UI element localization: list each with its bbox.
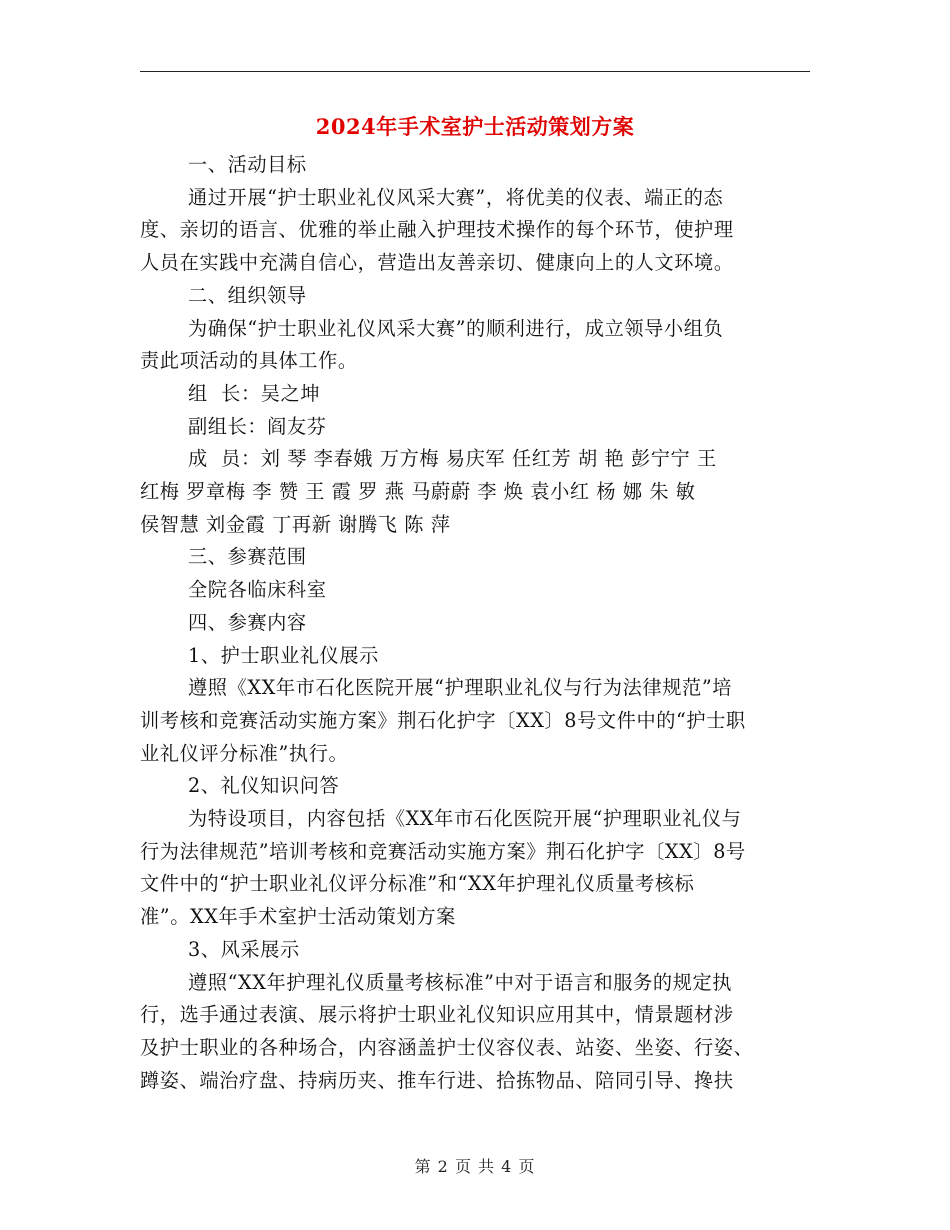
text-line: 行，选手通过表演、展示将护士职业礼仪知识应用其中，情景题材涉 bbox=[140, 1003, 734, 1027]
header-rule bbox=[140, 71, 810, 72]
text-line: 度、亲切的语言、优雅的举止融入护理技术操作的每个环节，使护理 bbox=[140, 218, 734, 242]
text-line: 红梅 罗章梅 李 赞 王 霞 罗 燕 马蔚蔚 李 焕 袁小红 杨 娜 朱 敏 bbox=[140, 480, 696, 504]
paragraph bbox=[140, 411, 810, 444]
text-line: 文件中的“护士职业礼仪评分标准”和“XX年护理礼仪质量考核标 bbox=[140, 872, 695, 896]
text-line: 组 长：吴之坤 bbox=[188, 381, 321, 405]
paragraph bbox=[140, 672, 810, 770]
paragraph bbox=[140, 443, 810, 541]
text-line: 行为法律规范”培训考核和竞赛活动实施方案》荆石化护字〔XX〕8号 bbox=[140, 839, 746, 863]
paragraph bbox=[140, 313, 810, 378]
paragraph bbox=[140, 640, 810, 673]
text-line: 责此项活动的具体工作。 bbox=[140, 349, 358, 373]
text-line: 3、风采展示 bbox=[188, 937, 300, 961]
text-line: 人员在实践中充满自信心，营造出友善亲切、健康向上的人文环境。 bbox=[140, 251, 734, 275]
paragraph bbox=[140, 378, 810, 411]
text-line: 为确保“护士职业礼仪风采大赛”的顺利进行，成立领导小组负 bbox=[188, 316, 724, 340]
text-line: 2、礼仪知识问答 bbox=[188, 774, 340, 798]
text-line: 副组长：阎友芬 bbox=[188, 414, 327, 438]
paragraph bbox=[140, 280, 810, 313]
paragraph bbox=[140, 934, 810, 967]
text-line: 成 员：刘 琴 李春娥 万方梅 易庆军 任红芳 胡 艳 彭宁宁 王 bbox=[188, 447, 717, 471]
text-line: 一、活动目标 bbox=[188, 153, 307, 176]
paragraph bbox=[140, 149, 810, 182]
text-line: 训考核和竞赛活动实施方案》荆石化护字〔XX〕8号文件中的“护士职 bbox=[140, 708, 746, 732]
text-line: 四、参赛内容 bbox=[188, 610, 307, 634]
text-line: 及护士职业的各种场合，内容涵盖护士仪容仪表、站姿、坐姿、行姿、 bbox=[140, 1035, 754, 1059]
paragraph bbox=[140, 770, 810, 803]
document-title: 2024年手术室护士活动策划方案 bbox=[315, 114, 635, 139]
paragraph bbox=[140, 803, 810, 934]
text-line: 三、参赛范围 bbox=[188, 545, 307, 569]
text-line: 1、护士职业礼仪展示 bbox=[188, 643, 379, 667]
page-number-footer: 第 2 页 共 4 页 bbox=[414, 1157, 536, 1176]
text-line: 遵照“XX年护理礼仪质量考核标准”中对于语言和服务的规定执 bbox=[188, 970, 733, 994]
paragraph bbox=[140, 967, 810, 1098]
text-line: 业礼仪评分标准”执行。 bbox=[140, 741, 349, 765]
document-body bbox=[140, 149, 810, 1097]
text-line: 全院各临床科室 bbox=[188, 578, 327, 602]
text-line: 准”。XX年手术室护士活动策划方案 bbox=[140, 905, 456, 929]
text-line: 通过开展“护士职业礼仪风采大赛”，将优美的仪表、端正的态 bbox=[188, 185, 724, 209]
text-line: 为特设项目，内容包括《XX年市石化医院开展“护理职业礼仪与 bbox=[188, 807, 742, 831]
paragraph bbox=[140, 574, 810, 607]
text-line: 侯智慧 刘金霞 丁再新 谢腾飞 陈 萍 bbox=[140, 512, 451, 536]
paragraph bbox=[140, 607, 810, 640]
text-line: 遵照《XX年市石化医院开展“护理职业礼仪与行为法律规范”培 bbox=[188, 676, 733, 700]
text-line: 蹲姿、端治疗盘、持病历夹、推车行进、拾拣物品、陪同引导、搀扶 bbox=[140, 1068, 734, 1092]
paragraph bbox=[140, 182, 810, 280]
paragraph bbox=[140, 541, 810, 574]
text-line: 二、组织领导 bbox=[188, 283, 307, 307]
